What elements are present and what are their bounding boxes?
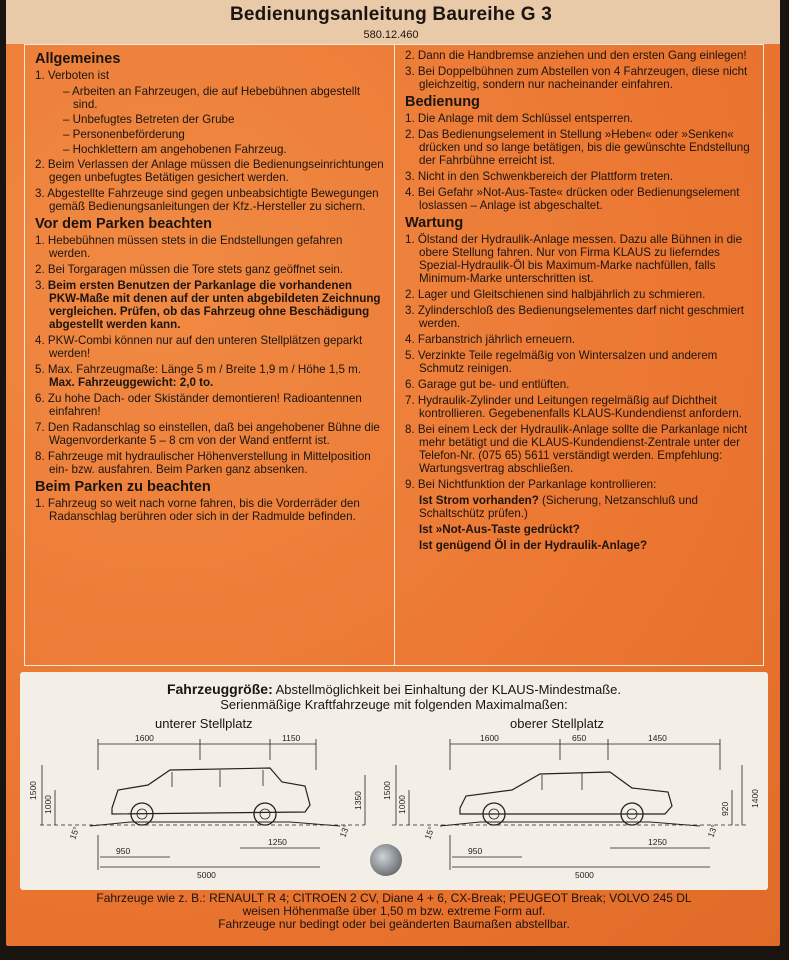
document-number: 580.12.460	[363, 29, 419, 41]
dimension-label: 1600	[480, 733, 499, 743]
list-item: 1. Hebebühnen müssen stets in die Endstellungen gefahren werden.	[35, 234, 343, 260]
dimension-label: 5000	[575, 870, 594, 880]
dimension-label: 1250	[648, 837, 667, 847]
footer-line: weisen Höhenmaße über 1,50 m bzw. extreme Form auf.	[242, 904, 546, 918]
list-item: 3. Zylinderschloß des Bedienungselementes darf nicht geschmiert werden.	[405, 304, 744, 330]
list-item: 2. Beim Verlassen der Anlage müssen die Bedienungseinrichtungen gegen unbefugtes Betätigen gesichert werden.	[35, 158, 384, 184]
dimension-label: 1600	[135, 733, 154, 743]
item-text: 5. Max. Fahrzeugmaße: Länge 5 m / Breite 1,9 m / Höhe 1,5 m.	[35, 363, 362, 376]
bold-text: Beim ersten Benutzen der Parkanlage die vorhandenen PKW-Maße mit denen auf der unten abgebildeten Zeichnung vergleichen. Prüfen, ob das Fahrzeug ohne Beschädigung abgestellt werden kann.	[47, 279, 381, 331]
diagram-subtitle: Serienmäßige Kraftfahrzeuge mit folgenden Maximalmaßen:	[220, 697, 568, 712]
dimension-label: 1400	[750, 789, 760, 808]
list-item: 2. Das Bedienungselement in Stellung »Heben« oder »Senken« drücken und so lange betätigen, bis die gewünschte Endstellung der Fahrbühne erreicht ist.	[405, 128, 750, 167]
dimension-label: 1450	[648, 733, 667, 743]
list-item: 4. Farbanstrich jährlich erneuern.	[405, 333, 576, 346]
dimension-label: 1250	[268, 837, 287, 847]
upper-spot-label: oberer Stellplatz	[510, 716, 604, 731]
list-item: 7. Hydraulik-Zylinder und Leitungen regelmäßig auf Dichtheit kontrollieren. Gegebenenfalls KLAUS-Kundendienst anfordern.	[405, 394, 742, 420]
page-title: Bedienungsanleitung Baureihe G 3	[229, 4, 553, 25]
footer-note	[20, 892, 768, 931]
list-item: 9. Bei Nichtfunktion der Parkanlage kontrollieren:	[405, 478, 657, 491]
dimension-label: 15°	[422, 825, 437, 841]
list-item: 3. Bei Doppelbühnen zum Abstellen von 4 Fahrzeugen, diese nicht gleichzeitig, sondern nur nacheinander einfahren.	[405, 65, 748, 91]
list-item: 1. Die Anlage mit dem Schlüssel entsperren.	[405, 112, 634, 125]
dimension-label: 1000	[397, 795, 407, 814]
dimension-label: 1000	[43, 795, 53, 814]
list-item: 1. Fahrzeug so weit nach vorne fahren, bis die Vorderräder den Radanschlag berühren oder sich in der Radmulde befinden.	[35, 497, 360, 523]
list-item: 3. Nicht in den Schwenkbereich der Plattform treten.	[405, 170, 674, 183]
dimension-label: 1150	[282, 733, 301, 743]
dimension-label: 5000	[197, 870, 216, 880]
list-subitem: – Hochklettern am angehobenen Fahrzeug.	[63, 143, 287, 156]
instruction-columns	[24, 44, 764, 666]
list-item: 6. Zu hohe Dach- oder Skiständer demontieren! Radioantennen einfahren!	[35, 392, 362, 418]
right-column	[395, 45, 762, 665]
diagram-title	[20, 682, 768, 697]
list-item: 4. PKW-Combi können nur auf den unteren Stellplätzen geparkt werden!	[35, 334, 363, 360]
list-subitem: – Arbeiten an Fahrzeugen, die auf Hebebühnen abgestellt sind.	[63, 85, 361, 111]
bold-text: Max. Fahrzeuggewicht: 2,0 to.	[49, 376, 214, 389]
heading-beim-parken: Beim Parken zu beachten	[35, 479, 211, 495]
diagram-title-rest: Abstellmöglichkeit bei Einhaltung der KLAUS-Mindestmaße.	[272, 682, 622, 697]
item-text: (Sicherung, Netzanschluß und Schaltschütz prüfen.)	[419, 494, 699, 520]
diagram-title-lead: Fahrzeuggröße:	[166, 681, 273, 697]
list-item: 2. Bei Torgaragen müssen die Tore stets ganz geöffnet sein.	[35, 263, 344, 276]
heading-vor-dem-parken: Vor dem Parken beachten	[35, 216, 213, 232]
item-number: 3.	[35, 279, 48, 292]
list-item: 8. Bei einem Leck der Hydraulik-Anlage sollte die Parkanlage nicht mehr betätigt und die KLAUS-Kundendienst-Zentrale unter der Telefon-Nr. (075 65) 5611 verständigt werden. Empfehlung: Wartungsvertrag abschließen.	[405, 423, 748, 475]
footer-line: Fahrzeuge nur bedingt oder bei geänderten Baumaßen abstellbar.	[218, 917, 570, 931]
list-item: 1. Verboten ist	[35, 69, 110, 82]
list-item: 4. Bei Gefahr »Not-Aus-Taste« drücken oder Bedienungselement loslassen – Anlage ist abgeschaltet.	[405, 186, 740, 212]
list-item	[35, 279, 384, 331]
list-item: 3. Abgestellte Fahrzeuge sind gegen unbeabsichtigte Bewegungen gemäß Bedienungsanleitungen der Kfz.-Hersteller zu sichern.	[35, 187, 379, 213]
list-item: 6. Garage gut be- und entlüften.	[405, 378, 570, 391]
list-item: 2. Lager und Gleitschienen sind halbjährlich zu schmieren.	[405, 288, 706, 301]
mounting-screw	[370, 844, 402, 876]
list-item	[35, 363, 384, 389]
list-item: 5. Verzinkte Teile regelmäßig von Wintersalzen und anderem Schmutz reinigen.	[405, 349, 718, 375]
list-item: 7. Den Radanschlag so einstellen, daß bei angehobener Bühne die Wagenvorderkante 5 – 8 cm von der Wand entfernt ist.	[35, 421, 380, 447]
dimension-label: 13°	[337, 823, 352, 839]
list-subitem: – Personenbeförderung	[63, 128, 185, 141]
bold-text: Ist Strom vorhanden?	[419, 494, 539, 507]
dimension-label: 15°	[67, 825, 82, 841]
list-item: 2. Dann die Handbremse anziehen und den ersten Gang einlegen!	[405, 49, 747, 62]
heading-bedienung: Bedienung	[405, 94, 480, 110]
dimension-label: 950	[116, 846, 131, 856]
list-item: 1. Ölstand der Hydraulik-Anlage messen. Dazu alle Bühnen in die obere Stellung fahren. Nur von Firma KLAUS zu lieferndes Spezial-Hydraulik-Öl bis Maximum-Marke nachfüllen, falls Minimum-Marke unterschritten ist.	[405, 233, 743, 285]
left-column	[25, 45, 395, 665]
list-item: 8. Fahrzeuge mit hydraulischer Höhenverstellung in Mittelposition ein- bzw. ausfahren. Beim Parken ganz absenken.	[35, 450, 371, 476]
footer-line: Fahrzeuge wie z. B.: RENAULT R 4; CITROEN 2 CV, Diane 4 + 6, CX-Break; PEUGEOT Break; VOLVO 245 DL	[96, 891, 692, 905]
dimension-label: 1500	[28, 781, 38, 800]
vehicle-size-diagram	[20, 672, 768, 890]
dimension-label: 1500	[382, 781, 392, 800]
heading-wartung: Wartung	[405, 215, 464, 231]
checklist-item: Ist genügend Öl in der Hydraulik-Anlage?	[419, 539, 648, 552]
heading-allgemeines: Allgemeines	[35, 51, 121, 67]
dimension-label: 950	[468, 846, 483, 856]
dimension-label: 13°	[705, 823, 720, 839]
lower-spot-label: unterer Stellplatz	[155, 716, 253, 731]
dimension-label: 920	[720, 801, 730, 816]
checklist-item	[405, 494, 752, 520]
checklist-item: Ist »Not-Aus-Taste gedrückt?	[419, 523, 580, 536]
dimension-label: 650	[572, 733, 587, 743]
list-subitem: – Unbefugtes Betreten der Grube	[63, 113, 235, 126]
dimension-label: 1350	[353, 791, 363, 810]
